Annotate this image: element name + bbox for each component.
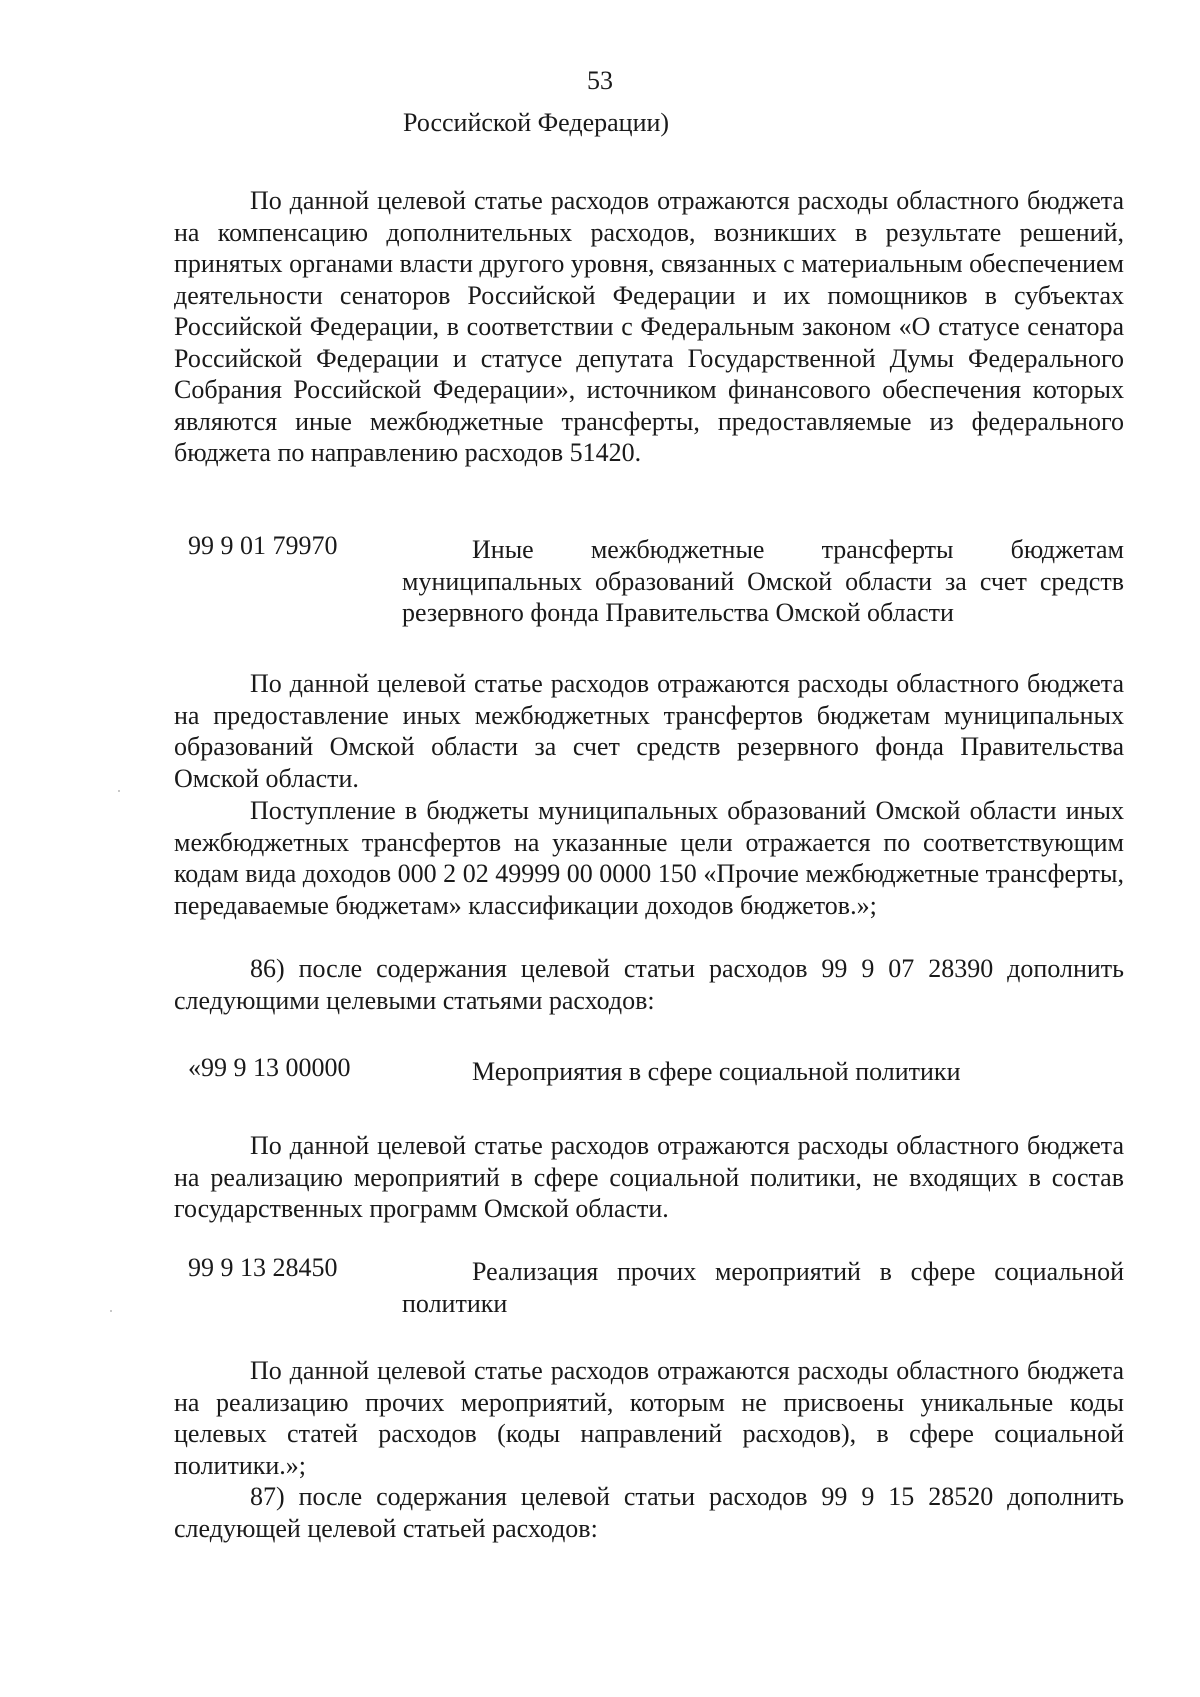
scan-speck bbox=[118, 790, 120, 792]
paragraph-income-codes: Поступление в бюджеты муниципальных образований Омской области иных межбюджетных трансфертов на указанные цели отражается по соответствующим кодам вида доходов 000 2 02 49999 00 0000 150 «Прочие межбюджетные трансферты, передаваемые бюджетам» классификации доходов бюджетов.»; bbox=[174, 796, 1124, 920]
paragraph-other-activities: По данной целевой статье расходов отражаются расходы областного бюджета на реализацию прочих мероприятий, которым не присвоены уникальные коды целевых статей расходов (коды направлений расходов), в сфере социальной политики.»; bbox=[174, 1356, 1124, 1480]
article-title: Иные межбюджетные трансферты бюджетам муниципальных образований Омской области за счет средств резервного фонда Правительства Омской области bbox=[402, 535, 1124, 627]
article-code: «99 9 13 00000 bbox=[188, 1053, 351, 1082]
paragraph-social-policy: По данной целевой статье расходов отражаются расходы областного бюджета на реализацию мероприятий в сфере социальной политики, не входящих в состав государственных программ Омской области. bbox=[174, 1131, 1124, 1223]
paragraph-senators-compensation: По данной целевой статье расходов отражаются расходы областного бюджета на компенсацию дополнительных расходов, возникших в результате решений, принятых органами власти другого уровня, связанных с материальным обеспечением деятельности сенаторов Российской Федерации и их помощников в субъектах Российской Федерации, в соответствии с Федеральным законом «О статусе сенатора Российской Федерации и статусе депутата Государственной Думы Федерального Собрания Российской Федерации», источником финансового обеспечения которых являются иные межбюджетные трансферты, предоставляемые из федерального бюджета по направлению расходов 51420. bbox=[174, 186, 1124, 467]
continuation-text: Российской Федерации) bbox=[403, 108, 670, 137]
paragraph-amendment-86: 86) после содержания целевой статьи расходов 99 9 07 28390 дополнить следующими целевыми статьями расходов: bbox=[174, 954, 1124, 1015]
paragraph-amendment-87: 87) после содержания целевой статьи расходов 99 9 15 28520 дополнить следующей целевой статьей расходов: bbox=[174, 1482, 1124, 1543]
article-code: 99 9 13 28450 bbox=[188, 1253, 338, 1282]
article-code: 99 9 01 79970 bbox=[188, 531, 338, 560]
article-title: Мероприятия в сфере социальной политики bbox=[472, 1057, 961, 1086]
paragraph-reserve-fund: По данной целевой статье расходов отражаются расходы областного бюджета на предоставление иных межбюджетных трансфертов бюджетам муниципальных образований Омской области за счет средств резервного фонда Правительства Омской области. bbox=[174, 669, 1124, 793]
article-title: Реализация прочих мероприятий в сфере социальной политики bbox=[402, 1257, 1124, 1318]
page-number: 53 bbox=[587, 66, 613, 95]
scan-speck bbox=[110, 1310, 112, 1312]
